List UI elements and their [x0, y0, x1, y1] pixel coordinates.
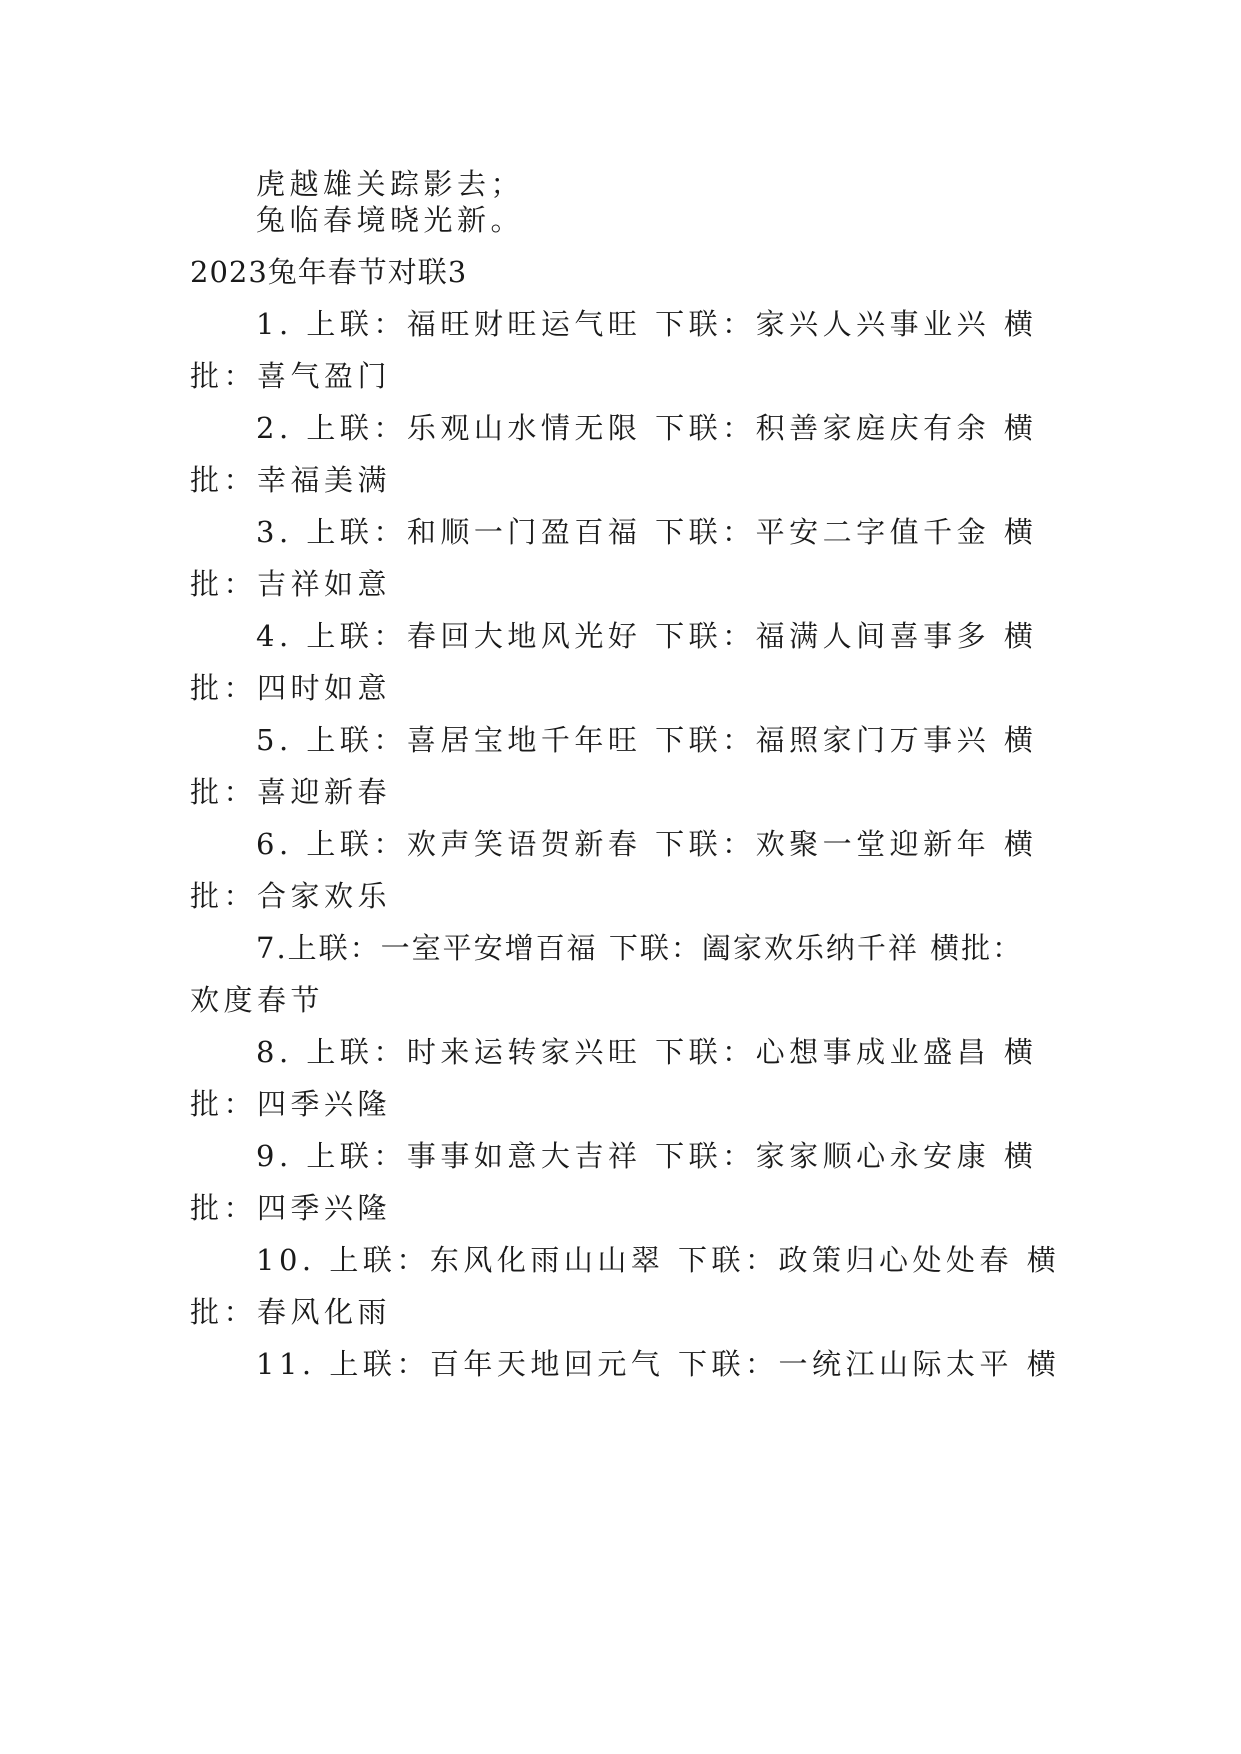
poem-line-1: 虎越雄关踪影去；	[256, 167, 525, 201]
couplet-9-line-2: 批：四季兴隆	[190, 1191, 392, 1225]
poem-line-2: 兔临春境晓光新。	[256, 203, 525, 237]
couplet-6-line-1: 6. 上联：欢声笑语贺新春 下联：欢聚一堂迎新年 横	[256, 827, 1038, 861]
couplet-4-line-1: 4. 上联：春回大地风光好 下联：福满人间喜事多 横	[256, 619, 1038, 653]
couplet-10-line-2: 批：春风化雨	[190, 1295, 392, 1329]
section-heading: 2023兔年春节对联3	[190, 255, 468, 289]
couplet-6-line-2: 批：合家欢乐	[190, 879, 392, 913]
couplet-1-line-2: 批：喜气盈门	[190, 359, 392, 393]
couplet-8-line-2: 批：四季兴隆	[190, 1087, 392, 1121]
couplet-9-line-1: 9. 上联：事事如意大吉祥 下联：家家顺心永安康 横	[256, 1139, 1038, 1173]
couplet-3-line-1: 3. 上联：和顺一门盈百福 下联：平安二字值千金 横	[256, 515, 1038, 549]
couplet-5-line-1: 5. 上联：喜居宝地千年旺 下联：福照家门万事兴 横	[256, 723, 1038, 757]
couplet-7-line-1: 7.上联：一室平安增百福 下联：阖家欢乐纳千祥 横批：	[256, 931, 1024, 965]
couplet-11-line-1: 11. 上联：百年天地回元气 下联：一统江山际太平 横	[256, 1347, 1061, 1381]
couplet-5-line-2: 批：喜迎新春	[190, 775, 392, 809]
couplet-4-line-2: 批：四时如意	[190, 671, 392, 705]
couplet-7-line-2: 欢度春节	[190, 983, 325, 1017]
couplet-2-line-1: 2. 上联：乐观山水情无限 下联：积善家庭庆有余 横	[256, 411, 1038, 445]
couplet-10-line-1: 10. 上联：东风化雨山山翠 下联：政策归心处处春 横	[256, 1243, 1061, 1277]
couplet-3-line-2: 批：吉祥如意	[190, 567, 392, 601]
couplet-2-line-2: 批：幸福美满	[190, 463, 392, 497]
couplet-8-line-1: 8. 上联：时来运转家兴旺 下联：心想事成业盛昌 横	[256, 1035, 1038, 1069]
couplet-1-line-1: 1. 上联：福旺财旺运气旺 下联：家兴人兴事业兴 横	[256, 307, 1038, 341]
